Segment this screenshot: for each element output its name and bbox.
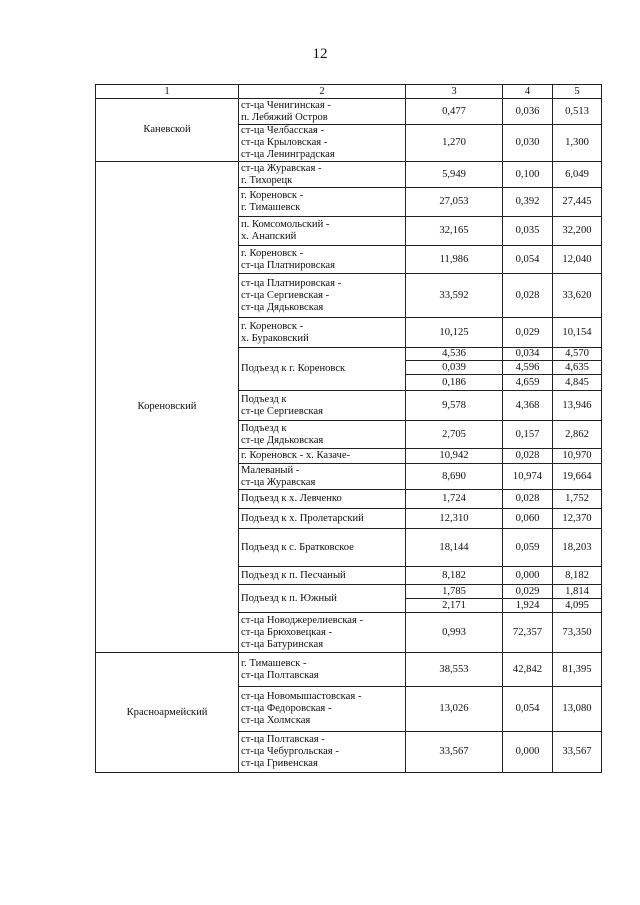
value-cell-c4: 0,000 <box>503 732 553 773</box>
value-cell-c4: 0,028 <box>503 274 553 318</box>
value-cell-c5: 13,946 <box>553 391 602 421</box>
value-cell-c4: 1,924 <box>503 599 553 613</box>
value-cell-c5: 73,350 <box>553 613 602 653</box>
value-cell-c4: 0,030 <box>503 125 553 162</box>
value-cell-c3: 13,026 <box>406 687 503 732</box>
route-cell: ст-ца Новомышастовская - ст-ца Федоровская - ст-ца Холмская <box>239 687 406 732</box>
district-cell: Каневской <box>96 99 239 162</box>
route-cell: Подъезд к г. Кореновск <box>239 348 406 391</box>
value-cell-c4: 10,974 <box>503 464 553 490</box>
route-cell: ст-ца Платнировская - ст-ца Сергиевская - ст-ца Дядьковская <box>239 274 406 318</box>
value-cell-c5: 0,513 <box>553 99 602 125</box>
header-cell: 1 <box>96 85 239 99</box>
value-cell-c5: 33,620 <box>553 274 602 318</box>
route-cell: Подъезд к п. Южный <box>239 585 406 613</box>
value-cell-c4: 0,157 <box>503 421 553 449</box>
value-cell-c3: 18,144 <box>406 529 503 567</box>
value-cell-c4: 4,659 <box>503 375 553 391</box>
route-cell: г. Кореновск - х. Бураковский <box>239 318 406 348</box>
value-cell-c5: 19,664 <box>553 464 602 490</box>
value-cell-c5: 33,567 <box>553 732 602 773</box>
value-cell-c3: 12,310 <box>406 509 503 529</box>
route-cell: Подъезд к х. Левченко <box>239 490 406 509</box>
value-cell-c4: 0,054 <box>503 246 553 274</box>
value-cell-c4: 0,028 <box>503 490 553 509</box>
district-cell: Красноармейский <box>96 653 239 773</box>
value-cell-c3: 8,690 <box>406 464 503 490</box>
value-cell-c4: 4,368 <box>503 391 553 421</box>
value-cell-c3: 33,567 <box>406 732 503 773</box>
value-cell-c3: 4,536 <box>406 348 503 361</box>
value-cell-c5: 81,395 <box>553 653 602 687</box>
value-cell-c5: 12,040 <box>553 246 602 274</box>
value-cell-c3: 2,171 <box>406 599 503 613</box>
value-cell-c3: 32,165 <box>406 217 503 246</box>
route-cell: Подъезд к х. Пролетарский <box>239 509 406 529</box>
table-row <box>96 162 602 188</box>
value-cell-c3: 11,986 <box>406 246 503 274</box>
header-cell: 3 <box>406 85 503 99</box>
route-cell: Подъезд к ст-це Сергиевская <box>239 391 406 421</box>
value-cell-c5: 32,200 <box>553 217 602 246</box>
route-cell: г. Кореновск - х. Казаче- <box>239 449 406 464</box>
value-cell-c3: 1,724 <box>406 490 503 509</box>
value-cell-c4: 4,596 <box>503 361 553 375</box>
value-cell-c5: 1,814 <box>553 585 602 599</box>
value-cell-c5: 4,635 <box>553 361 602 375</box>
value-cell-c3: 10,125 <box>406 318 503 348</box>
value-cell-c5: 6,049 <box>553 162 602 188</box>
value-cell-c5: 10,154 <box>553 318 602 348</box>
value-cell-c3: 33,592 <box>406 274 503 318</box>
value-cell-c4: 0,034 <box>503 348 553 361</box>
value-cell-c5: 2,862 <box>553 421 602 449</box>
header-cell: 2 <box>239 85 406 99</box>
value-cell-c5: 18,203 <box>553 529 602 567</box>
value-cell-c4: 0,029 <box>503 318 553 348</box>
value-cell-c4: 0,054 <box>503 687 553 732</box>
value-cell-c3: 9,578 <box>406 391 503 421</box>
header-cell: 4 <box>503 85 553 99</box>
route-cell: г. Тимашевск - ст-ца Полтавская <box>239 653 406 687</box>
value-cell-c3: 27,053 <box>406 188 503 217</box>
value-cell-c4: 0,000 <box>503 567 553 585</box>
table-row <box>96 99 602 125</box>
page-number: 12 <box>312 46 328 62</box>
value-cell-c5: 4,570 <box>553 348 602 361</box>
value-cell-c4: 0,035 <box>503 217 553 246</box>
value-cell-c4: 0,059 <box>503 529 553 567</box>
value-cell-c4: 0,036 <box>503 99 553 125</box>
route-cell: г. Кореновск - г. Тимашевск <box>239 188 406 217</box>
route-cell: Подъезд к п. Песчаный <box>239 567 406 585</box>
value-cell-c5: 4,845 <box>553 375 602 391</box>
route-cell: ст-ца Челбасская - ст-ца Крыловская - ст-ца Ленинградская <box>239 125 406 162</box>
value-cell-c3: 0,039 <box>406 361 503 375</box>
table-row <box>96 653 602 687</box>
header-row <box>96 85 602 99</box>
route-cell: Малеваный - ст-ца Журавская <box>239 464 406 490</box>
value-cell-c3: 1,270 <box>406 125 503 162</box>
route-cell: Подъезд к с. Братковское <box>239 529 406 567</box>
value-cell-c3: 38,553 <box>406 653 503 687</box>
value-cell-c4: 0,392 <box>503 188 553 217</box>
value-cell-c3: 1,785 <box>406 585 503 599</box>
value-cell-c5: 12,370 <box>553 509 602 529</box>
route-cell: Подъезд к ст-це Дядьковская <box>239 421 406 449</box>
value-cell-c3: 10,942 <box>406 449 503 464</box>
value-cell-c3: 2,705 <box>406 421 503 449</box>
value-cell-c3: 5,949 <box>406 162 503 188</box>
route-cell: ст-ца Журавская - г. Тихорецк <box>239 162 406 188</box>
value-cell-c5: 1,300 <box>553 125 602 162</box>
value-cell-c5: 27,445 <box>553 188 602 217</box>
roads-table <box>95 84 602 773</box>
value-cell-c3: 8,182 <box>406 567 503 585</box>
route-cell: ст-ца Ченигинская - п. Лебяжий Остров <box>239 99 406 125</box>
value-cell-c3: 0,477 <box>406 99 503 125</box>
value-cell-c5: 4,095 <box>553 599 602 613</box>
value-cell-c4: 0,100 <box>503 162 553 188</box>
district-cell: Кореновский <box>96 162 239 653</box>
header-cell: 5 <box>553 85 602 99</box>
value-cell-c3: 0,993 <box>406 613 503 653</box>
value-cell-c4: 72,357 <box>503 613 553 653</box>
value-cell-c5: 13,080 <box>553 687 602 732</box>
value-cell-c5: 10,970 <box>553 449 602 464</box>
route-cell: ст-ца Полтавская - ст-ца Чебургольская - ст-ца Гривенская <box>239 732 406 773</box>
value-cell-c4: 42,842 <box>503 653 553 687</box>
value-cell-c3: 0,186 <box>406 375 503 391</box>
value-cell-c5: 8,182 <box>553 567 602 585</box>
value-cell-c5: 1,752 <box>553 490 602 509</box>
route-cell: г. Кореновск - ст-ца Платнировская <box>239 246 406 274</box>
route-cell: п. Комсомольский - х. Анапский <box>239 217 406 246</box>
value-cell-c4: 0,029 <box>503 585 553 599</box>
value-cell-c4: 0,028 <box>503 449 553 464</box>
value-cell-c4: 0,060 <box>503 509 553 529</box>
route-cell: ст-ца Новоджерелиевская - ст-ца Брюховецкая - ст-ца Батуринская <box>239 613 406 653</box>
